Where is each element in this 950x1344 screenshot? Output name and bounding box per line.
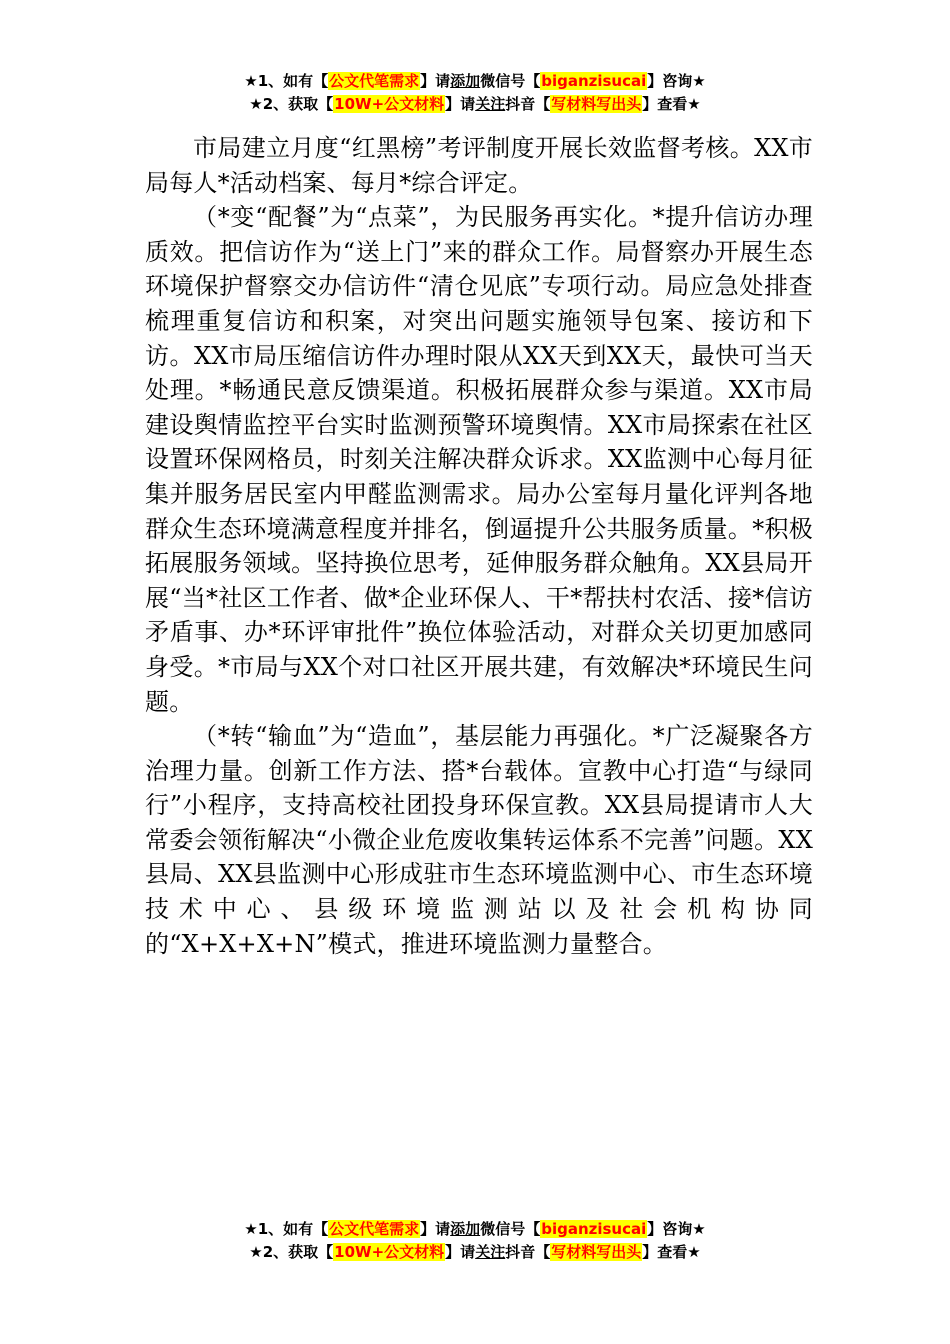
promo-text: 】查看 bbox=[642, 95, 688, 113]
wechat-id: biganzisucai bbox=[541, 1220, 647, 1238]
underlined-text: 关注 bbox=[475, 95, 506, 113]
footer-promo-banner bbox=[0, 1218, 950, 1264]
promo-text: 1、如有【 bbox=[257, 72, 329, 90]
promo-text: 】请 bbox=[420, 72, 451, 90]
promo-line-2 bbox=[0, 93, 950, 116]
underlined-text: 添加 bbox=[450, 1220, 481, 1238]
underlined-text: 添加 bbox=[450, 72, 481, 90]
star-icon: ★ bbox=[249, 1243, 263, 1261]
star-icon: ★ bbox=[692, 1220, 706, 1238]
wechat-id: biganzisucai bbox=[541, 72, 647, 90]
promo-text: 微信号【 bbox=[480, 1220, 541, 1238]
promo-text: 1、如有【 bbox=[257, 1220, 329, 1238]
highlight-text: 公文代笔需求 bbox=[329, 1220, 420, 1238]
document-body bbox=[145, 131, 813, 961]
highlight-text: 10W+公文材料 bbox=[334, 1243, 445, 1261]
paragraph-2: （*变“配餐”为“点菜”，为民服务再实化。*提升信访办理质效。把信访作为“送上门”来的群众工作。局督察办开展生态环境保护督察交办信访件“清仓见底”专项行动。局应急处排查梳理重复信访和积案，对突出问题实施领导包案、接访和下访。XX市局压缩信访件办理时限从XX天到XX天，最快可当天处理。*畅通民意反馈渠道。积极拓展群众参与渠道。XX市局建设舆情监控平台实时监测预警环境舆情。XX市局探索在社区设置环保网格员，时刻关注解决群众诉求。XX监测中心每月征集并服务居民室内甲醛监测需求。局办公室每月量化评判各地群众生态环境满意程度并排名，倒逼提升公共服务质量。*积极拓展服务领域。坚持换位思考，延伸服务群众触角。XX县局开展“当*社区工作者、做*企业环保人、干*帮扶村农活、接*信访矛盾事、办*环评审批件”换位体验活动，对群众关切更加感同身受。*市局与XX个对口社区开展共建，有效解决*环境民生问题。 bbox=[145, 203, 813, 716]
header-promo-banner bbox=[0, 70, 950, 116]
promo-text: 2、获取【 bbox=[262, 95, 334, 113]
promo-text: 抖音【 bbox=[505, 1243, 551, 1261]
promo-text: 】请 bbox=[445, 95, 476, 113]
promo-line-2 bbox=[0, 1241, 950, 1264]
promo-line-1 bbox=[0, 70, 950, 93]
star-icon: ★ bbox=[687, 1243, 701, 1261]
highlight-text: 公文代笔需求 bbox=[329, 72, 420, 90]
star-icon: ★ bbox=[249, 95, 263, 113]
promo-line-1 bbox=[0, 1218, 950, 1241]
star-icon: ★ bbox=[244, 1220, 258, 1238]
paragraph-1: 市局建立月度“红黑榜”考评制度开展长效监督考核。XX市局每人*活动档案、每月*综合评定。 bbox=[145, 134, 813, 197]
promo-text: 】咨询 bbox=[647, 1220, 693, 1238]
promo-text: 】请 bbox=[445, 1243, 476, 1261]
promo-text: 抖音【 bbox=[505, 95, 551, 113]
promo-text: 】咨询 bbox=[647, 72, 693, 90]
douyin-id: 写材料写出头 bbox=[551, 1243, 642, 1261]
douyin-id: 写材料写出头 bbox=[551, 95, 642, 113]
highlight-text: 10W+公文材料 bbox=[334, 95, 445, 113]
star-icon: ★ bbox=[244, 72, 258, 90]
promo-text: 】查看 bbox=[642, 1243, 688, 1261]
promo-text: 】请 bbox=[420, 1220, 451, 1238]
promo-text: 微信号【 bbox=[480, 72, 541, 90]
star-icon: ★ bbox=[692, 72, 706, 90]
star-icon: ★ bbox=[687, 95, 701, 113]
underlined-text: 关注 bbox=[475, 1243, 506, 1261]
paragraph-3: （*转“输血”为“造血”，基层能力再强化。*广泛凝聚各方治理力量。创新工作方法、搭*台载体。宣教中心打造“与绿同行”小程序，支持高校社团投身环保宣教。XX县局提请市人大常委会领衔解决“小微企业危废收集转运体系不完善”问题。XX县局、XX县监测中心形成驻市生态环境监测中心、市生态环境技术中心、县级环境监测站以及社会机构协同的“X+X+X+N”模式，推进环境监测力量整合。 bbox=[145, 722, 813, 958]
promo-text: 2、获取【 bbox=[262, 1243, 334, 1261]
